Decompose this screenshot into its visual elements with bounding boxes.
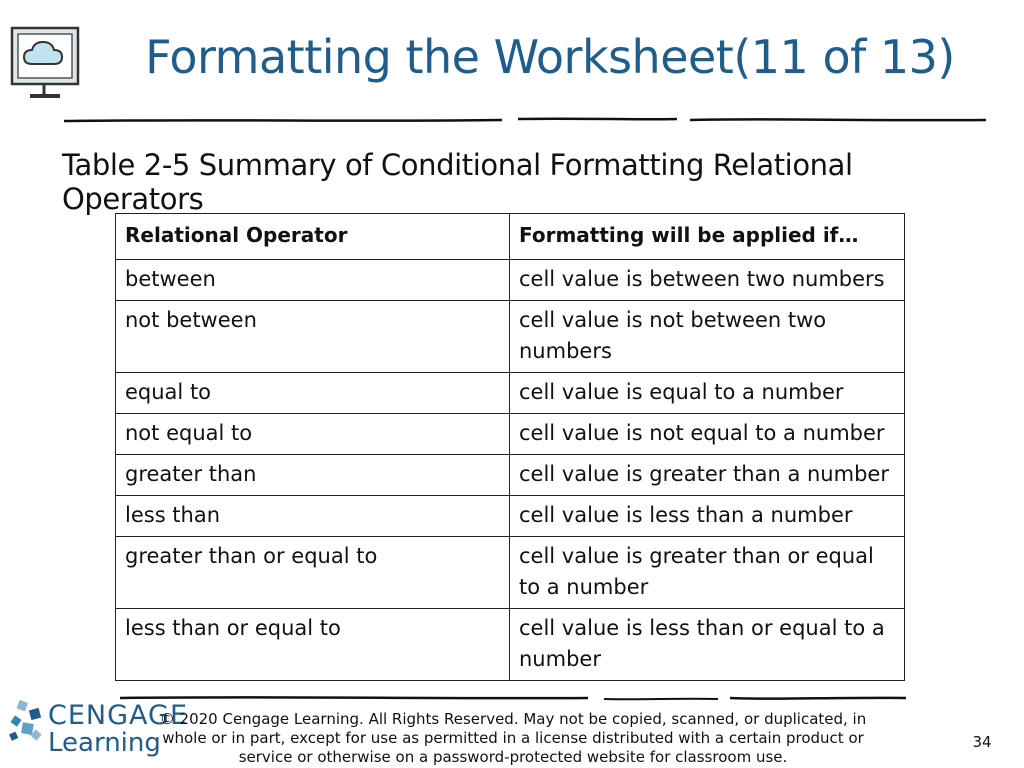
table-row — [116, 455, 905, 496]
table-row — [116, 537, 905, 609]
description-cell: cell value is not equal to a number — [510, 414, 905, 455]
table-caption: Table 2-5 Summary of Conditional Formatting Relational Operators — [62, 148, 853, 216]
description-cell: cell value is equal to a number — [510, 373, 905, 414]
description-cell: cell value is less than or equal to a number — [510, 609, 905, 681]
operator-cell: between — [116, 260, 510, 301]
footer-divider — [118, 692, 908, 706]
table-header-row — [116, 214, 905, 260]
description-cell: cell value is less than a number — [510, 496, 905, 537]
cloud-monitor-icon — [8, 24, 84, 102]
operator-cell: less than or equal to — [116, 609, 510, 681]
table-row — [116, 301, 905, 373]
operator-cell: not equal to — [116, 414, 510, 455]
table-row — [116, 260, 905, 301]
column-header: Relational Operator — [116, 214, 510, 260]
column-header: Formatting will be applied if… — [510, 214, 905, 260]
table-row — [116, 609, 905, 681]
operator-cell: not between — [116, 301, 510, 373]
page-number: 34 — [972, 733, 992, 751]
description-cell: cell value is greater than or equal to a number — [510, 537, 905, 609]
title-divider — [62, 112, 988, 128]
copyright-notice: © 2020 Cengage Learning. All Rights Reserved. May not be copied, scanned, or duplicated, in whole or in part, except for use as permitted in a license distributed with a certain product or service or otherwise on a password-protected website for classroom use. — [159, 710, 867, 766]
logo-wordmark: CENGAGE — [48, 700, 189, 731]
description-cell: cell value is not between two numbers — [510, 301, 905, 373]
table-row — [116, 414, 905, 455]
slide-title: Formatting the Worksheet(11 of 13) — [145, 30, 955, 84]
logo-wordmark-sub: Learning — [48, 728, 161, 758]
description-cell: cell value is between two numbers — [510, 260, 905, 301]
operator-cell: less than — [116, 496, 510, 537]
operator-cell: greater than — [116, 455, 510, 496]
operator-cell: greater than or equal to — [116, 537, 510, 609]
table-row — [116, 373, 905, 414]
operator-cell: equal to — [116, 373, 510, 414]
description-cell: cell value is greater than a number — [510, 455, 905, 496]
table-row — [116, 496, 905, 537]
relational-operators-table — [115, 213, 905, 681]
